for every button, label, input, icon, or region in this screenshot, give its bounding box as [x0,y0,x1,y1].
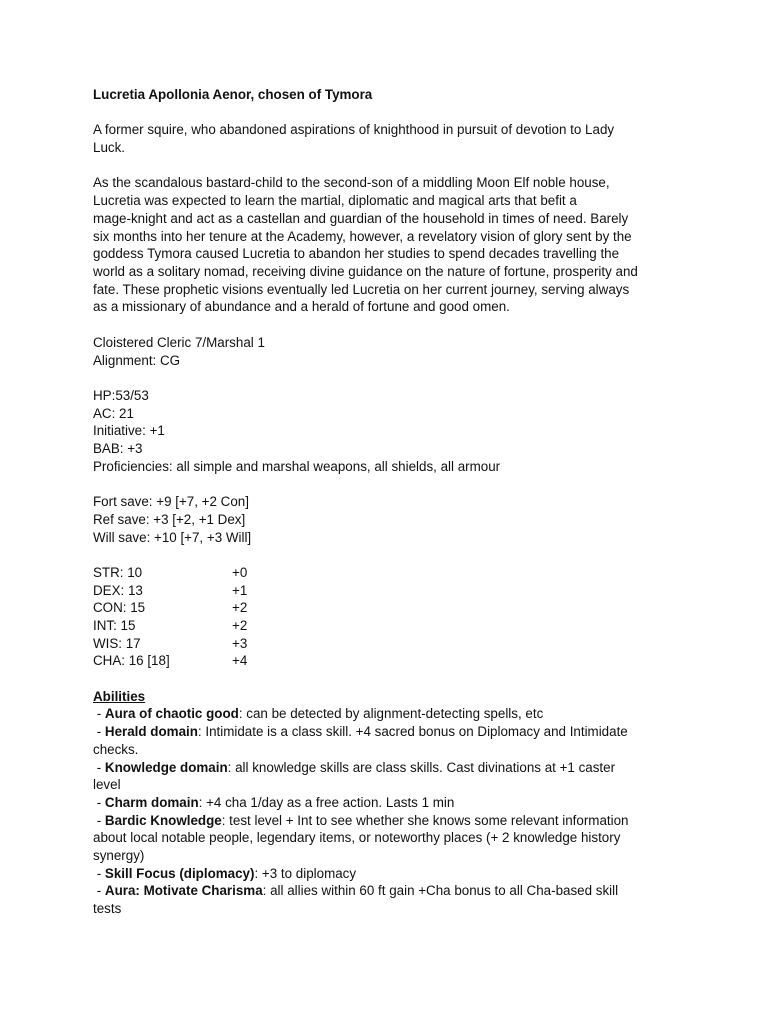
ability-line [93,794,683,812]
ability-desc: : test level + Int to see whether she knows some relevant information [221,812,629,828]
stat-row [93,599,683,617]
backstory-line: mage-knight and act as a castellan and guardian of the household in times of need. Barely [93,210,629,226]
stat-row [93,635,683,653]
spacer [93,157,683,175]
ability-line [93,759,683,777]
ability-bullet: - [93,706,105,722]
bab-line: BAB: +3 [93,441,143,456]
stat-name: CHA: 16 [18] [93,653,170,669]
ability-bullet: - [93,883,105,899]
ability-desc-continued: level [93,777,121,793]
ability-desc-continued: checks. [93,741,139,757]
ability-line [93,705,683,723]
stat-modifier: +0 [232,564,248,580]
ability-desc: : +3 to diplomacy [254,865,357,881]
ability-bullet: - [93,759,105,775]
ability-name: Skill Focus (diplomacy) [104,865,255,881]
ac-line: AC: 21 [93,405,134,421]
spacer [93,670,683,688]
ability-item [93,812,683,865]
ability-item [93,705,683,723]
combat-block [93,387,683,476]
stat-row [93,617,683,635]
ability-line [93,865,683,883]
ability-line [93,882,683,900]
stat-name: STR: 10 [93,564,143,580]
ref-save-line: Ref save: +3 [+2, +1 Dex] [93,511,246,527]
ability-desc-continued: tests [93,901,122,917]
stat-name: INT: 15 [93,617,136,633]
ability-item [93,865,683,883]
ability-bullet: - [93,812,105,828]
backstory-paragraph [93,174,683,316]
ability-desc: : all allies within 60 ft gain +Cha bonus to all Cha-based skill [262,883,619,899]
document-title: Lucretia Apollonia Aenor, chosen of Tymora [93,87,373,102]
ability-name: Knowledge domain [104,759,228,775]
backstory-line: as a missionary of abundance and a herald of fortune and good omen. [93,299,510,315]
spacer [93,316,683,334]
stat-modifier: +1 [232,582,248,598]
ability-name: Aura of chaotic good [104,706,239,722]
ability-desc-continued: about local notable people, legendary items, or noteworthy places (+ 2 knowledge history [93,830,621,846]
backstory-line: fate. These prophetic visions eventually led Lucretia on her current journey, serving always [93,281,630,297]
stat-name: CON: 15 [93,600,146,616]
saves-block [93,493,683,546]
ability-item [93,723,683,758]
ability-bullet: - [93,865,105,881]
backstory-line: six months into her tenure at the Academy, however, a revelatory vision of glory sent by the [93,228,632,244]
class-line: Cloistered Cleric 7/Marshal 1 [93,334,265,350]
stat-modifier: +3 [232,635,248,651]
spacer [93,369,683,387]
ability-name: Charm domain [104,794,199,810]
stat-modifier: +2 [232,617,248,633]
ability-bullet: - [93,724,105,740]
ability-item [93,759,683,794]
ability-name: Aura: Motivate Charisma [104,883,263,899]
stat-row [93,652,683,670]
stat-name: WIS: 17 [93,635,141,651]
ability-desc: : can be detected by alignment-detecting spells, etc [238,706,544,722]
ability-desc: : +4 cha 1/day as a free action. Lasts 1 min [198,794,455,810]
abilities-list [93,705,683,917]
spacer [93,104,683,122]
ability-line [93,812,683,830]
ability-desc-continued: synergy) [93,848,145,864]
stats-block [93,564,683,670]
fort-save-line: Fort save: +9 [+7, +2 Con] [93,494,249,510]
proficiencies-line: Proficiencies: all simple and marshal weapons, all shields, all armour [93,458,501,474]
document-page [93,86,683,918]
abilities-heading: Abilities [93,688,146,704]
alignment-line: Alignment: CG [93,352,181,368]
spacer [93,546,683,564]
ability-desc: : all knowledge skills are class skills. Cast divinations at +1 caster [227,759,616,775]
stat-name: DEX: 13 [93,582,143,598]
stat-modifier: +4 [232,653,248,669]
will-save-line: Will save: +10 [+7, +3 Will] [93,529,252,545]
ability-name: Herald domain [104,724,198,740]
backstory-line: goddess Tymora caused Lucretia to abandon her studies to spend decades travelling the [93,246,620,262]
initiative-line: Initiative: +1 [93,423,165,439]
ability-line [93,723,683,741]
spacer [93,475,683,493]
ability-item [93,794,683,812]
backstory-line: world as a solitary nomad, receiving divine guidance on the nature of fortune, prosperity and [93,264,638,279]
ability-desc: : Intimidate is a class skill. +4 sacred bonus on Diplomacy and Intimidate [197,724,628,740]
intro-line: A former squire, who abandoned aspirations of knighthood in pursuit of devotion to Lady [93,122,615,138]
ability-bullet: - [93,794,105,810]
backstory-line: As the scandalous bastard-child to the second-son of a middling Moon Elf noble house, [93,175,610,191]
intro-paragraph [93,121,683,156]
ability-item [93,882,683,917]
stat-row [93,582,683,600]
stat-modifier: +2 [232,600,248,616]
hp-line: HP:53/53 [93,387,149,403]
stat-row [93,564,683,582]
backstory-line: Lucretia was expected to learn the martial, diplomatic and magical arts that befit a [93,193,577,209]
intro-line: Luck. [93,140,126,156]
ability-name: Bardic Knowledge [104,812,222,828]
